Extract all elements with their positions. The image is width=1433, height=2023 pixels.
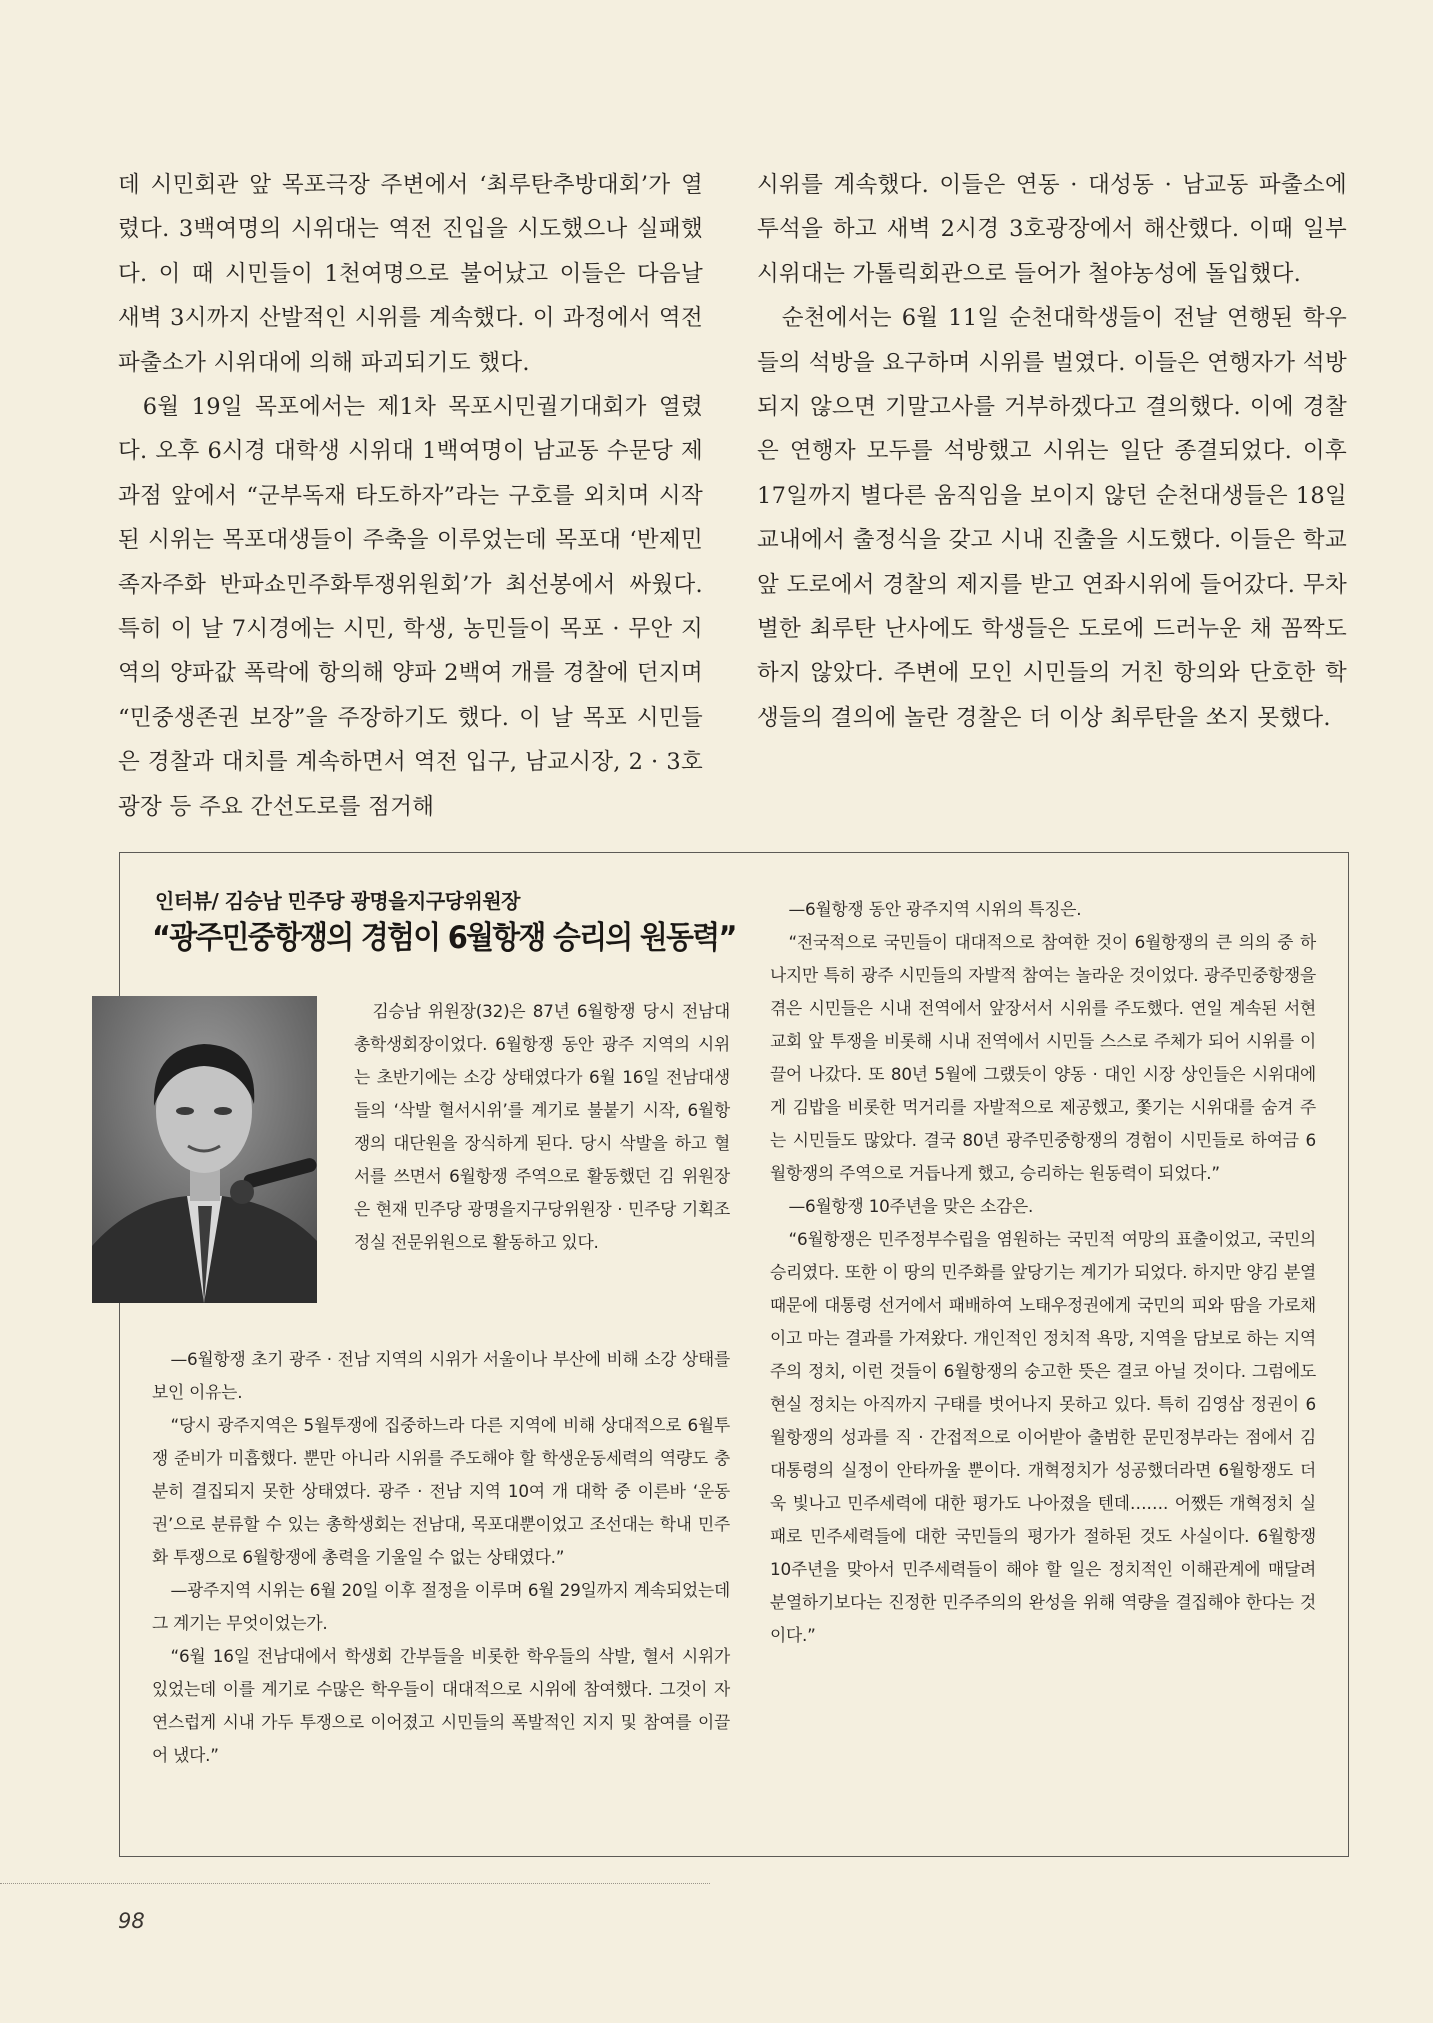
article-paragraph: 6월 19일 목포에서는 제1차 목포시민궐기대회가 열렸다. 오후 6시경 대학생 시위대 1백여명이 남교동 수문당 제과점 앞에서 “군부독재 타도하자”라는 구호를 외치며 시작된 시위는 목포대생들이 주축을 이루었는데 목포대 ‘반제민족자주화 반파쇼민주화투쟁위원회’가 최선봉에서 싸웠다. 특히 이 날 7시경에는 시민, 학생, 농민들이 목포 · 무안 지역의 양파값 폭락에 항의해 양파 2백여 개를 경찰에 던지며 “민중생존권 보장”을 주장하기도 했다. 이 날 목포 시민들은 경찰과 대치를 계속하면서 역전 입구, 남교시장, 2 · 3호광장 등 주요 간선도로를 점거해 xyxy=(118,394,703,820)
article-paragraph: 시위를 계속했다. 이들은 연동 · 대성동 · 남교동 파출소에 투석을 하고 새벽 2시경 3호광장에서 해산했다. 이때 일부 시위대는 가톨릭회관으로 들어가 철야농성에 돌입했다. xyxy=(757,172,1347,287)
article-right-column xyxy=(757,163,1347,740)
interview-answer: “당시 광주지역은 5월투쟁에 집중하느라 다른 지역에 비해 상대적으로 6월투쟁 준비가 미흡했다. 뿐만 아니라 시위를 주도해야 할 학생운동세력의 역량도 충분히 결집되지 못한 상태였다. 광주 · 전남 지역 10여 개 대학 중 이른바 ‘운동권’으로 분류할 수 있는 총학생회는 전남대, 목포대뿐이었고 조선대는 학내 민주화 투쟁으로 6월항쟁에 총력을 기울일 수 없는 상태였다.” xyxy=(152,1415,730,1567)
interview-bio xyxy=(354,995,730,1259)
interview-answer: “6월항쟁은 민주정부수립을 염원하는 국민적 여망의 표출이었고, 국민의 승리였다. 또한 이 땅의 민주화를 앞당기는 계기가 되었다. 하지만 양김 분열 때문에 대통령 선거에서 패배하여 노태우정권에게 국민의 피와 땀을 가로채이고 마는 결과를 가져왔다. 개인적인 정치적 욕망, 지역을 담보로 하는 지역주의 정치, 이런 것들이 6월항쟁의 숭고한 뜻은 결코 아닐 것이다. 그럼에도 현실 정치는 아직까지 구태를 벗어나지 못하고 있다. 특히 김영삼 정권이 6월항쟁의 성과를 직 · 간접적으로 이어받아 출범한 문민정부라는 점에서 김 대통령의 실정이 안타까울 뿐이다. 개혁정치가 성공했더라면 6월항쟁도 더욱 빛나고 민주세력에 대한 평가도 나아졌을 텐데……. 어쨌든 개혁정치 실패로 민주세력들에 대한 국민들의 평가가 절하된 것도 사실이다. 6월항쟁 10주년을 맞아서 민주세력들이 해야 할 일은 정치적인 이해관계에 매달려 분열하기보다는 진정한 민주주의의 완성을 위해 역량을 결집해야 한다는 것이다.” xyxy=(770,1229,1316,1645)
article-paragraph: 데 시민회관 앞 목포극장 주변에서 ‘최루탄추방대회’가 열렸다. 3백여명의 시위대는 역전 진입을 시도했으나 실패했다. 이 때 시민들이 1천여명으로 불어났고 이들은 다음날 새벽 3시까지 산발적인 시위를 계속했다. 이 과정에서 역전 파출소가 시위대에 의해 파괴되기도 했다. xyxy=(118,172,703,376)
interview-question: —6월항쟁 초기 광주 · 전남 지역의 시위가 서울이나 부산에 비해 소강 상태를 보인 이유는. xyxy=(152,1349,730,1402)
interview-right-column xyxy=(770,893,1316,1652)
page-number: 98 xyxy=(118,1909,145,1933)
interview-label: 인터뷰/ 김승남 민주당 광명을지구당위원장 xyxy=(155,889,520,913)
article-paragraph: 순천에서는 6월 11일 순천대학생들이 전날 연행된 학우들의 석방을 요구하며 시위를 벌였다. 이들은 연행자가 석방되지 않으면 기말고사를 거부하겠다고 결의했다. 이에 경찰은 연행자 모두를 석방했고 시위는 일단 종결되었다. 이후 17일까지 별다른 움직임을 보이지 않던 순천대생들은 18일 교내에서 출정식을 갖고 시내 진출을 시도했다. 이들은 학교 앞 도로에서 경찰의 제지를 받고 연좌시위에 들어갔다. 무차별한 최루탄 난사에도 학생들은 도로에 드러누운 채 꼼짝도 하지 않았다. 주변에 모인 시민들의 거친 항의와 단호한 학생들의 결의에 놀란 경찰은 더 이상 최루탄을 쏘지 못했다. xyxy=(757,305,1347,731)
interview-left-column xyxy=(152,1343,730,1772)
interview-question: —광주지역 시위는 6월 20일 이후 절정을 이루며 6월 29일까지 계속되었는데 그 계기는 무엇이었는가. xyxy=(152,1580,730,1633)
interview-answer: “6월 16일 전남대에서 학생회 간부들을 비롯한 학우들의 삭발, 혈서 시위가 있었는데 이를 계기로 수많은 학우들이 대대적으로 시위에 참여했다. 그것이 자연스럽게 시내 가두 투쟁으로 이어졌고 시민들의 폭발적인 지지 및 참여를 이끌어 냈다.” xyxy=(152,1646,730,1765)
interview-question: —6월항쟁 동안 광주지역 시위의 특징은. xyxy=(788,899,1082,919)
article-left-column xyxy=(118,163,703,829)
bio-paragraph: 김승남 위원장(32)은 87년 6월항쟁 당시 전남대 총학생회장이었다. 6월항쟁 동안 광주 지역의 시위는 초반기에는 소강 상태였다가 6월 16일 전남대생들의 ‘삭발 혈서시위’를 계기로 불붙기 시작, 6월항쟁의 대단원을 장식하게 된다. 당시 삭발을 하고 혈서를 쓰면서 6월항쟁 주역으로 활동했던 김 위원장은 현재 민주당 광명을지구당위원장 · 민주당 기획조정실 전문위원으로 활동하고 있다. xyxy=(354,1001,730,1252)
interview-question: —6월항쟁 10주년을 맞은 소감은. xyxy=(788,1196,1034,1216)
interviewee-photo xyxy=(92,996,317,1303)
footer-divider xyxy=(0,1883,710,1884)
portrait-illustration xyxy=(92,996,317,1303)
interview-answer: “전국적으로 국민들이 대대적으로 참여한 것이 6월항쟁의 큰 의의 중 하나지만 특히 광주 시민들의 자발적 참여는 놀라운 것이었다. 광주민중항쟁을 겪은 시민들은 시내 전역에서 앞장서서 시위를 주도했다. 연일 계속된 서현교회 앞 투쟁을 비롯해 시내 전역에서 시민들 스스로 주체가 되어 시위를 이끌어 나갔다. 또 80년 5월에 그랬듯이 양동 · 대인 시장 상인들은 시위대에게 김밥을 비롯한 먹거리를 자발적으로 제공했고, 쫓기는 시위대를 숨겨 주는 시민들도 많았다. 결국 80년 광주민중항쟁의 경험이 시민들로 하여금 6월항쟁의 주역으로 거듭나게 했고, 승리하는 원동력이 되었다.” xyxy=(770,932,1316,1183)
interview-headline: “광주민중항쟁의 경험이 6월항쟁 승리의 원동력” xyxy=(152,920,736,956)
